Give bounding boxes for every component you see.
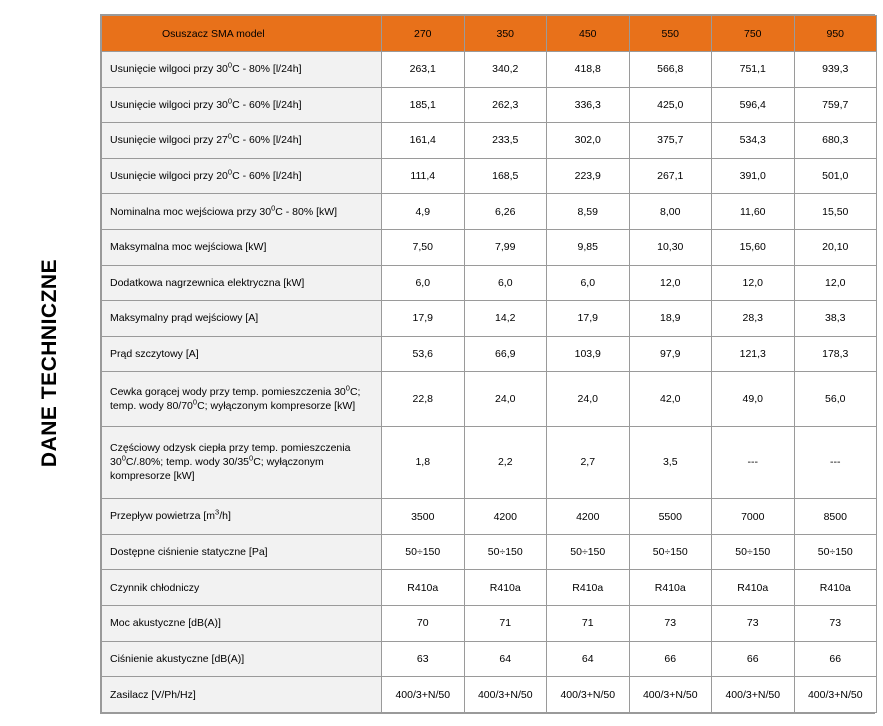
row-value: 64 [464, 641, 547, 677]
table-row [102, 499, 877, 535]
row-value: --- [712, 426, 795, 499]
row-label: Maksymalny prąd wejściowy [A] [102, 301, 382, 337]
row-value: 178,3 [794, 336, 877, 372]
row-value: 391,0 [712, 158, 795, 194]
row-value: 7,99 [464, 229, 547, 265]
row-value: R410a [712, 570, 795, 606]
row-value: 751,1 [712, 52, 795, 88]
row-value: 71 [464, 606, 547, 642]
table-row [102, 372, 877, 426]
row-value: 17,9 [382, 301, 465, 337]
table-row [102, 87, 877, 123]
row-value: 42,0 [629, 372, 712, 426]
row-value: 15,60 [712, 229, 795, 265]
row-value: 7,50 [382, 229, 465, 265]
row-value: 103,9 [547, 336, 630, 372]
row-value: 12,0 [712, 265, 795, 301]
row-value: 73 [712, 606, 795, 642]
row-value: 17,9 [547, 301, 630, 337]
row-value: 121,3 [712, 336, 795, 372]
row-label: Dodatkowa nagrzewnica elektryczna [kW] [102, 265, 382, 301]
header-model-350: 350 [464, 16, 547, 52]
table-row [102, 534, 877, 570]
row-value: 24,0 [464, 372, 547, 426]
table-row [102, 336, 877, 372]
row-value: 66 [712, 641, 795, 677]
row-value: 6,0 [547, 265, 630, 301]
row-value: 6,0 [382, 265, 465, 301]
row-value: R410a [382, 570, 465, 606]
row-value: 400/3+N/50 [712, 677, 795, 713]
row-value: 939,3 [794, 52, 877, 88]
header-model-950: 950 [794, 16, 877, 52]
header-model-label: Osuszacz SMA model [102, 16, 382, 52]
row-value: 2,7 [547, 426, 630, 499]
row-value: 8500 [794, 499, 877, 535]
row-value: 185,1 [382, 87, 465, 123]
row-value: 534,3 [712, 123, 795, 159]
row-value: 263,1 [382, 52, 465, 88]
row-value: 5500 [629, 499, 712, 535]
row-value: 375,7 [629, 123, 712, 159]
row-value: 223,9 [547, 158, 630, 194]
row-value: R410a [464, 570, 547, 606]
table-row [102, 52, 877, 88]
specifications-table-container [100, 14, 875, 714]
table-row [102, 229, 877, 265]
table-row [102, 606, 877, 642]
header-model-450: 450 [547, 16, 630, 52]
row-value: 50÷150 [629, 534, 712, 570]
table-row [102, 158, 877, 194]
row-value: 9,85 [547, 229, 630, 265]
vertical-section-title-text: DANE TECHNICZNE [38, 258, 62, 468]
row-value: 15,50 [794, 194, 877, 230]
row-value: 302,0 [547, 123, 630, 159]
row-value: 262,3 [464, 87, 547, 123]
row-label: Częściowy odzysk ciepła przy temp. pomieszczenia $30^0C/.80\%$; temp. wody $30/35^0C$; wyłączonym kompresorze [kW] [102, 426, 382, 499]
table-row [102, 641, 877, 677]
table-row [102, 194, 877, 230]
row-value: 161,4 [382, 123, 465, 159]
row-value: 97,9 [629, 336, 712, 372]
row-value: 168,5 [464, 158, 547, 194]
row-value: 336,3 [547, 87, 630, 123]
row-value: R410a [794, 570, 877, 606]
row-value: --- [794, 426, 877, 499]
row-value: 680,3 [794, 123, 877, 159]
row-value: 400/3+N/50 [629, 677, 712, 713]
row-value: 73 [794, 606, 877, 642]
row-value: 4,9 [382, 194, 465, 230]
row-value: 596,4 [712, 87, 795, 123]
row-value: 38,3 [794, 301, 877, 337]
row-value: 400/3+N/50 [382, 677, 465, 713]
row-value: 566,8 [629, 52, 712, 88]
row-label: Dostępne ciśnienie statyczne [Pa] [102, 534, 382, 570]
row-value: 759,7 [794, 87, 877, 123]
row-value: 233,5 [464, 123, 547, 159]
row-value: 49,0 [712, 372, 795, 426]
row-value: 64 [547, 641, 630, 677]
table-body [102, 52, 877, 713]
row-value: 14,2 [464, 301, 547, 337]
row-value: 8,59 [547, 194, 630, 230]
row-value: 3500 [382, 499, 465, 535]
row-label: Usunięcie wilgoci przy $30^0C - 80\%$ [l/24h] [102, 52, 382, 88]
row-value: 50÷150 [712, 534, 795, 570]
header-model-750: 750 [712, 16, 795, 52]
row-label: Usunięcie wilgoci przy $27^0C - 60\%$ [l/24h] [102, 123, 382, 159]
header-model-550: 550 [629, 16, 712, 52]
row-label: Cewka gorącej wody przy temp. pomieszczenia $30^0C$; temp. wody $80/70^0C$; wyłączonym kompresorze [kW] [102, 372, 382, 426]
table-row [102, 301, 877, 337]
row-value: R410a [629, 570, 712, 606]
table-row [102, 265, 877, 301]
row-value: 56,0 [794, 372, 877, 426]
row-value: 400/3+N/50 [794, 677, 877, 713]
row-value: 4200 [547, 499, 630, 535]
row-value: 418,8 [547, 52, 630, 88]
row-value: 53,6 [382, 336, 465, 372]
row-value: 6,0 [464, 265, 547, 301]
row-value: 340,2 [464, 52, 547, 88]
row-value: 267,1 [629, 158, 712, 194]
row-value: 12,0 [629, 265, 712, 301]
row-label: Maksymalna moc wejściowa [kW] [102, 229, 382, 265]
row-value: 50÷150 [464, 534, 547, 570]
row-value: 66 [794, 641, 877, 677]
row-value: 1,8 [382, 426, 465, 499]
row-value: 28,3 [712, 301, 795, 337]
row-label: Ciśnienie akustyczne [dB(A)] [102, 641, 382, 677]
header-model-270: 270 [382, 16, 465, 52]
table-row [102, 123, 877, 159]
row-value: 400/3+N/50 [547, 677, 630, 713]
row-label: Usunięcie wilgoci przy $20^0C - 60\%$ [l/24h] [102, 158, 382, 194]
row-value: 7000 [712, 499, 795, 535]
row-label: Usunięcie wilgoci przy $30^0C - 60\%$ [l/24h] [102, 87, 382, 123]
row-value: R410a [547, 570, 630, 606]
row-value: 22,8 [382, 372, 465, 426]
row-value: 70 [382, 606, 465, 642]
row-value: 501,0 [794, 158, 877, 194]
row-value: 8,00 [629, 194, 712, 230]
row-label: Przepływ powietrza $[m^3/h]$ [102, 499, 382, 535]
row-value: 66,9 [464, 336, 547, 372]
row-value: 10,30 [629, 229, 712, 265]
row-value: 111,4 [382, 158, 465, 194]
row-value: 20,10 [794, 229, 877, 265]
row-value: 3,5 [629, 426, 712, 499]
row-value: 11,60 [712, 194, 795, 230]
table-header-row [102, 16, 877, 52]
table-row [102, 570, 877, 606]
row-value: 425,0 [629, 87, 712, 123]
row-label: Zasilacz [V/Ph/Hz] [102, 677, 382, 713]
table-row [102, 677, 877, 713]
row-label: Czynnik chłodniczy [102, 570, 382, 606]
specifications-table [101, 15, 877, 713]
row-label: Moc akustyczne [dB(A)] [102, 606, 382, 642]
row-label: Nominalna moc wejściowa przy $30^0C - 80\%$ [kW] [102, 194, 382, 230]
row-value: 4200 [464, 499, 547, 535]
row-value: 73 [629, 606, 712, 642]
row-value: 63 [382, 641, 465, 677]
row-value: 50÷150 [382, 534, 465, 570]
row-value: 6,26 [464, 194, 547, 230]
row-value: 24,0 [547, 372, 630, 426]
row-value: 50÷150 [547, 534, 630, 570]
row-value: 66 [629, 641, 712, 677]
table-row [102, 426, 877, 499]
row-value: 400/3+N/50 [464, 677, 547, 713]
row-value: 2,2 [464, 426, 547, 499]
row-value: 18,9 [629, 301, 712, 337]
row-label: Prąd szczytowy [A] [102, 336, 382, 372]
row-value: 71 [547, 606, 630, 642]
vertical-section-title [0, 0, 100, 726]
row-value: 12,0 [794, 265, 877, 301]
table-header [102, 16, 877, 52]
row-value: 50÷150 [794, 534, 877, 570]
